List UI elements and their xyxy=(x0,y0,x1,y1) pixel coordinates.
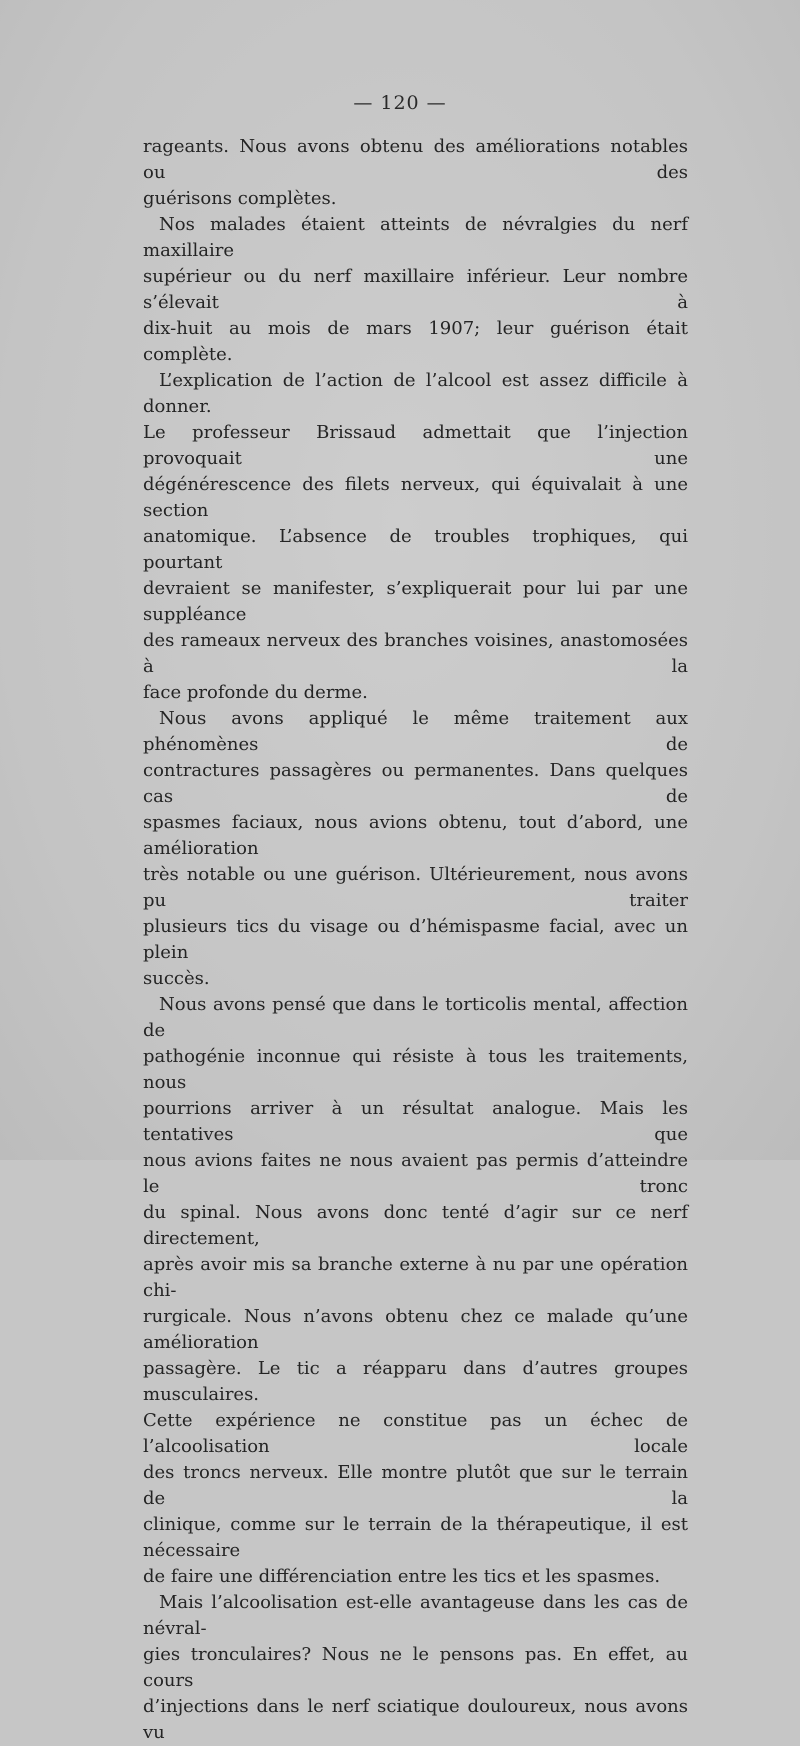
text-line: de faire une différenciation entre les tics et les spasmes. xyxy=(143,1566,661,1587)
text-line: passagère. Le tic a réapparu dans d’autres groupes musculaires. xyxy=(143,1358,688,1405)
body-text xyxy=(143,134,688,1746)
text-line: face profonde du derme. xyxy=(143,682,368,703)
text-line: pathogénie inconnue qui résiste à tous les traitements, nous xyxy=(143,1046,688,1093)
text-line: L’explication de l’action de l’alcool est assez difficile à donner. xyxy=(143,370,688,417)
text-line: plusieurs tics du visage ou d’hémispasme facial, avec un plein xyxy=(143,916,688,963)
text-line: Cette expérience ne constitue pas un échec de l’alcoolisation locale xyxy=(143,1410,688,1457)
text-line: des troncs nerveux. Elle montre plutôt que sur le terrain de la xyxy=(143,1462,688,1509)
text-line: devraient se manifester, s’expliquerait pour lui par une suppléance xyxy=(143,578,688,625)
text-line: Le professeur Brissaud admettait que l’injection provoquait une xyxy=(143,422,688,469)
text-line: d’injections dans le nerf sciatique douloureux, nous avons vu xyxy=(143,1696,688,1743)
text-line: Mais l’alcoolisation est-elle avantageuse dans les cas de névral- xyxy=(143,1592,688,1639)
text-line: nous avions faites ne nous avaient pas permis d’atteindre le tronc xyxy=(143,1150,688,1197)
text-line: Nous avons pensé que dans le torticolis mental, affection de xyxy=(143,994,688,1041)
text-line: dégénérescence des filets nerveux, qui équivalait à une section xyxy=(143,474,688,521)
text-line: Nos malades étaient atteints de névralgies du nerf maxillaire xyxy=(143,214,688,261)
text-line: Nous avons appliqué le même traitement aux phénomènes de xyxy=(143,708,688,755)
text-line: pourrions arriver à un résultat analogue. Mais les tentatives que xyxy=(143,1098,688,1145)
text-line: clinique, comme sur le terrain de la thérapeutique, il est nécessaire xyxy=(143,1514,688,1561)
text-line: rageants. Nous avons obtenu des améliorations notables ou des xyxy=(143,136,688,183)
text-line: spasmes faciaux, nous avions obtenu, tout d’abord, une amélioration xyxy=(143,812,688,859)
page-number: — 120 — xyxy=(353,92,447,114)
text-line: contractures passagères ou permanentes. Dans quelques cas de xyxy=(143,760,688,807)
text-line: guérisons complètes. xyxy=(143,188,337,209)
text-line: succès. xyxy=(143,968,210,989)
text-line: anatomique. L’absence de troubles trophiques, qui pourtant xyxy=(143,526,688,573)
text-line: supérieur ou du nerf maxillaire inférieur. Leur nombre s’élevait à xyxy=(143,266,688,313)
text-line: gies tronculaires? Nous ne le pensons pas. En effet, au cours xyxy=(143,1644,688,1691)
text-line: du spinal. Nous avons donc tenté d’agir sur ce nerf directement, xyxy=(143,1202,688,1249)
text-line: des rameaux nerveux des branches voisines, anastomosées à la xyxy=(143,630,688,677)
text-line: rurgicale. Nous n’avons obtenu chez ce malade qu’une amélioration xyxy=(143,1306,688,1353)
text-line: très notable ou une guérison. Ultérieurement, nous avons pu traiter xyxy=(143,864,688,911)
text-line: dix-huit au mois de mars 1907; leur guérison était complète. xyxy=(143,318,688,365)
text-line: après avoir mis sa branche externe à nu par une opération chi- xyxy=(143,1254,688,1301)
